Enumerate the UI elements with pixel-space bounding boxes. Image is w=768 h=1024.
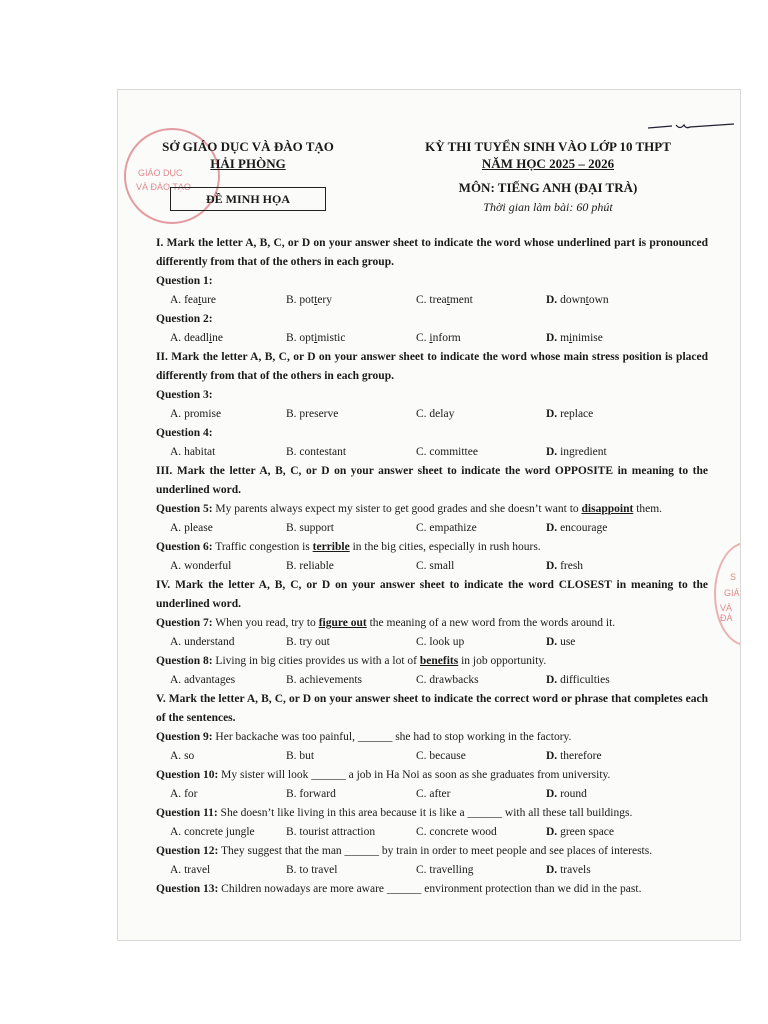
option-text: pot <box>296 294 315 306</box>
answer-options <box>156 291 708 310</box>
exam-content <box>156 234 708 899</box>
answer-option <box>286 405 416 424</box>
time-limit: Thời gian làm bài: 60 phút <box>483 200 613 214</box>
answer-option <box>156 557 286 576</box>
option-text: difficulties <box>557 674 610 686</box>
answer-option <box>156 671 286 690</box>
answer-option <box>546 823 676 842</box>
section-instruction: III. Mark the letter A, B, C, or D on your answer sheet to indicate the word OPPOSITE in meaning to the underlined word. <box>156 465 708 496</box>
option-text: try out <box>296 636 330 648</box>
exam-title: KỲ THI TUYỂN SINH VÀO LỚP 10 THPT <box>425 139 671 154</box>
option-text: round <box>557 788 587 800</box>
option-text: promise <box>181 408 222 420</box>
option-text: advantages <box>181 674 236 686</box>
option-letter: A. <box>170 560 182 572</box>
option-text: look up <box>426 636 465 648</box>
answer-option <box>546 633 676 652</box>
answer-option <box>546 405 676 424</box>
answer-option <box>416 443 546 462</box>
stamp-text: VÀ ĐÀ <box>720 603 733 623</box>
option-text: small <box>426 560 455 572</box>
answer-option <box>156 785 286 804</box>
answer-option <box>416 785 546 804</box>
option-letter: D. <box>546 408 558 420</box>
question-text: Children nowadays are more aware ______ environment protection than we did in the past. <box>218 883 642 895</box>
answer-option <box>546 861 676 880</box>
answer-option <box>416 633 546 652</box>
option-text: therefore <box>557 750 602 762</box>
option-letter: B. <box>286 636 297 648</box>
question-text: them. <box>633 503 663 515</box>
option-letter: C. <box>416 408 427 420</box>
option-letter: D. <box>546 826 558 838</box>
question-label: Question 3: <box>156 389 213 401</box>
option-text: to travel <box>296 864 338 876</box>
option-letter: B. <box>286 332 297 344</box>
answer-option <box>286 747 416 766</box>
answer-option <box>286 519 416 538</box>
answer-option <box>546 557 676 576</box>
question-text: My parents always expect my sister to get good grades and she doesn’t want to <box>212 503 582 515</box>
city-name: HẢI PHÒNG <box>210 156 286 171</box>
question-text: the meaning of a new word from the words around it. <box>366 617 616 629</box>
answer-option <box>546 443 676 462</box>
section-instruction: V. Mark the letter A, B, C, or D on your answer sheet to indicate the correct word or phrase that completes each of the sentences. <box>156 693 708 724</box>
question-text: They suggest that the man ______ by train in order to meet people and see places of interests. <box>218 845 653 857</box>
answer-option <box>416 823 546 842</box>
option-text: travels <box>557 864 591 876</box>
answer-options <box>156 671 708 690</box>
option-letter: C. <box>416 636 427 648</box>
answer-options <box>156 861 708 880</box>
option-text: down <box>557 294 586 306</box>
answer-option <box>156 291 286 310</box>
answer-option <box>546 519 676 538</box>
section-instruction: IV. Mark the letter A, B, C, or D on your answer sheet to indicate the word CLOSEST in meaning to the underlined word. <box>156 579 708 610</box>
answer-option <box>286 823 416 842</box>
question-stem <box>156 652 708 671</box>
question-label: Question 10: <box>156 769 219 781</box>
option-letter: C. <box>416 674 427 686</box>
answer-options <box>156 519 708 538</box>
option-letter: C. <box>416 446 427 458</box>
option-text: nform <box>432 332 461 344</box>
answer-option <box>416 671 546 690</box>
underlined-part: t <box>314 294 318 306</box>
option-text: ure <box>201 294 216 306</box>
answer-option <box>286 329 416 348</box>
option-letter: D. <box>546 446 558 458</box>
option-letter: D. <box>546 750 558 762</box>
answer-option <box>286 557 416 576</box>
answer-options <box>156 329 708 348</box>
answer-options <box>156 443 708 462</box>
option-letter: C. <box>416 788 427 800</box>
question-text: When you read, try to <box>212 617 319 629</box>
question-stem <box>156 728 708 747</box>
option-text: delay <box>426 408 455 420</box>
answer-option <box>546 291 676 310</box>
underlined-part: i <box>569 332 573 344</box>
question-text: My sister will look ______ a job in Ha Noi as soon as she graduates from university. <box>218 769 611 781</box>
question-stem <box>156 766 708 785</box>
question-stem <box>156 842 708 861</box>
option-text: because <box>426 750 466 762</box>
question-stem <box>156 310 708 329</box>
underlined-part: i <box>314 332 318 344</box>
option-text: forward <box>296 788 336 800</box>
option-letter: B. <box>286 560 297 572</box>
option-text: drawbacks <box>426 674 479 686</box>
option-letter: D. <box>546 560 558 572</box>
section-instruction: I. Mark the letter A, B, C, or D on your answer sheet to indicate the word whose underlined part is pronounced differently from that of the others in each group. <box>156 237 708 268</box>
answer-option <box>416 557 546 576</box>
option-letter: C. <box>416 332 427 344</box>
question-label: Question 5: <box>156 503 213 515</box>
option-letter: B. <box>286 750 297 762</box>
exam-page <box>118 90 740 940</box>
answer-option <box>286 443 416 462</box>
question-label: Question 6: <box>156 541 213 553</box>
option-letter: C. <box>416 294 427 306</box>
option-letter: A. <box>170 294 182 306</box>
option-letter: A. <box>170 446 182 458</box>
answer-option <box>416 329 546 348</box>
option-text: reliable <box>296 560 334 572</box>
answer-option <box>546 329 676 348</box>
answer-option <box>416 405 546 424</box>
option-text: own <box>588 294 609 306</box>
option-letter: D. <box>546 636 558 648</box>
answer-option <box>546 671 676 690</box>
answer-option <box>156 443 286 462</box>
section-instruction: II. Mark the letter A, B, C, or D on your answer sheet to indicate the word whose main stress position is placed differently from that of the others in each group. <box>156 351 708 382</box>
option-letter: D. <box>546 332 558 344</box>
school-year: NĂM HỌC 2025 – 2026 <box>481 156 615 171</box>
answer-option <box>416 861 546 880</box>
option-letter: D. <box>546 788 558 800</box>
option-text: concrete wood <box>426 826 497 838</box>
question-stem <box>156 386 708 405</box>
option-letter: A. <box>170 826 182 838</box>
option-text: nimise <box>572 332 603 344</box>
question-stem <box>156 424 708 443</box>
option-text: for <box>181 788 198 800</box>
option-letter: A. <box>170 332 182 344</box>
option-text: fea <box>181 294 199 306</box>
answer-option <box>156 861 286 880</box>
answer-options <box>156 405 708 424</box>
header-right <box>388 138 708 216</box>
answer-option <box>286 671 416 690</box>
answer-option <box>546 747 676 766</box>
option-letter: A. <box>170 522 182 534</box>
underlined-part: t <box>585 294 589 306</box>
question-label: Question 7: <box>156 617 213 629</box>
answer-option <box>416 519 546 538</box>
option-text: understand <box>181 636 235 648</box>
department-name: SỞ GIÁO DỤC VÀ ĐÀO TẠO <box>162 139 334 154</box>
option-letter: C. <box>416 826 427 838</box>
header-left <box>148 138 348 172</box>
option-text: contestant <box>296 446 347 458</box>
option-letter: D. <box>546 864 558 876</box>
option-letter: A. <box>170 636 182 648</box>
option-text: travelling <box>426 864 474 876</box>
option-letter: C. <box>416 522 427 534</box>
question-text: in job opportunity. <box>458 655 547 667</box>
answer-option <box>286 291 416 310</box>
question-stem <box>156 538 708 557</box>
stamp-text: VÀ ĐÀO TẠO <box>136 182 191 192</box>
option-letter: B. <box>286 788 297 800</box>
option-letter: A. <box>170 750 182 762</box>
answer-option <box>156 823 286 842</box>
option-text: wonderful <box>181 560 232 572</box>
option-text: after <box>426 788 451 800</box>
underlined-keyword: disappoint <box>581 503 634 515</box>
option-letter: B. <box>286 294 297 306</box>
question-text: Living in big cities provides us with a lot of <box>212 655 420 667</box>
underlined-part: t <box>446 294 450 306</box>
question-text: Traffic congestion is <box>212 541 313 553</box>
option-letter: B. <box>286 522 297 534</box>
question-stem <box>156 614 708 633</box>
subject: MÔN: TIẾNG ANH (ĐẠI TRÀ) <box>458 180 638 195</box>
stamp-text: GIÁO DỤC <box>138 168 183 178</box>
option-text: so <box>181 750 195 762</box>
answer-options <box>156 785 708 804</box>
answer-option <box>286 861 416 880</box>
question-stem <box>156 272 708 291</box>
option-text: m <box>557 332 570 344</box>
answer-option <box>416 747 546 766</box>
option-text: committee <box>426 446 478 458</box>
question-label: Question 11: <box>156 807 218 819</box>
sample-exam-label: ĐỀ MINH HỌA <box>170 187 326 211</box>
option-text: please <box>181 522 213 534</box>
option-text: achievements <box>296 674 363 686</box>
option-letter: B. <box>286 446 297 458</box>
option-text: deadl <box>181 332 209 344</box>
option-text: ery <box>317 294 333 306</box>
option-text: encourage <box>557 522 608 534</box>
option-text: ne <box>212 332 224 344</box>
answer-option <box>546 785 676 804</box>
option-text: preserve <box>296 408 339 420</box>
answer-options <box>156 557 708 576</box>
option-text: ment <box>449 294 473 306</box>
stamp-text: GIÁ <box>724 588 740 598</box>
signature-mark <box>646 116 736 136</box>
question-text: Her backache was too painful, ______ she had to stop working in the factory. <box>212 731 572 743</box>
question-label: Question 1: <box>156 275 213 287</box>
option-text: but <box>296 750 315 762</box>
underlined-part: i <box>208 332 213 344</box>
answer-option <box>156 747 286 766</box>
option-letter: B. <box>286 674 297 686</box>
option-text: ingredient <box>557 446 607 458</box>
option-text: empathize <box>426 522 477 534</box>
answer-options <box>156 633 708 652</box>
question-text: in the big cities, especially in rush hours. <box>349 541 541 553</box>
question-label: Question 9: <box>156 731 213 743</box>
option-letter: A. <box>170 674 182 686</box>
option-letter: A. <box>170 408 182 420</box>
question-stem <box>156 804 708 823</box>
answer-option <box>156 405 286 424</box>
question-label: Question 12: <box>156 845 219 857</box>
option-text: habitat <box>181 446 216 458</box>
option-text: use <box>557 636 576 648</box>
option-letter: C. <box>416 750 427 762</box>
option-text: green space <box>557 826 615 838</box>
answer-option <box>156 519 286 538</box>
option-text: tourist attraction <box>296 826 376 838</box>
option-text: support <box>296 522 334 534</box>
option-letter: B. <box>286 826 297 838</box>
option-letter: A. <box>170 864 182 876</box>
underlined-keyword: figure out <box>318 617 367 629</box>
answer-options <box>156 747 708 766</box>
option-text: mistic <box>317 332 346 344</box>
underlined-keyword: benefits <box>419 655 459 667</box>
question-stem <box>156 880 708 899</box>
answer-options <box>156 823 708 842</box>
option-letter: D. <box>546 674 558 686</box>
answer-option <box>416 291 546 310</box>
question-label: Question 8: <box>156 655 213 667</box>
question-text: She doesn’t like living in this area because it is like a ______ with all these tall buildings. <box>217 807 633 819</box>
option-letter: A. <box>170 788 182 800</box>
answer-option <box>286 633 416 652</box>
option-letter: B. <box>286 864 297 876</box>
option-letter: D. <box>546 294 558 306</box>
answer-option <box>286 785 416 804</box>
option-text: trea <box>426 294 447 306</box>
option-letter: B. <box>286 408 297 420</box>
option-text: replace <box>557 408 594 420</box>
option-letter: D. <box>546 522 558 534</box>
underlined-part: t <box>198 294 202 306</box>
question-label: Question 4: <box>156 427 213 439</box>
underlined-part: i <box>429 332 433 344</box>
question-stem <box>156 500 708 519</box>
answer-option <box>156 633 286 652</box>
stamp-text: S <box>730 572 737 582</box>
option-text: fresh <box>557 560 584 572</box>
option-text: opt <box>296 332 315 344</box>
option-letter: C. <box>416 864 427 876</box>
option-letter: C. <box>416 560 427 572</box>
question-label: Question 2: <box>156 313 213 325</box>
underlined-keyword: terrible <box>312 541 350 553</box>
question-label: Question 13: <box>156 883 219 895</box>
answer-option <box>156 329 286 348</box>
option-text: concrete jungle <box>181 826 255 838</box>
option-text: travel <box>181 864 211 876</box>
